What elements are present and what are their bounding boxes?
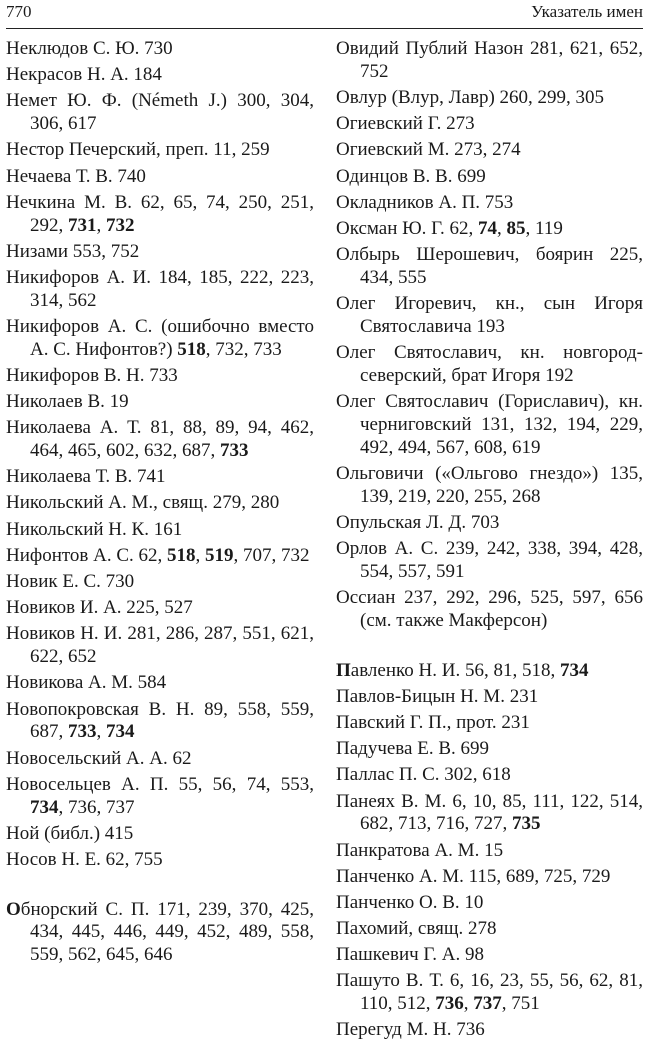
- index-entry: [336, 944, 643, 967]
- index-entry: [336, 892, 643, 915]
- entry-text: Паллас П. С. 302, 618: [336, 764, 511, 786]
- index-entry: [336, 512, 643, 535]
- entry-text: Новиков И. А. 225, 527: [6, 597, 193, 619]
- entry-text: , 736, 737: [58, 796, 135, 818]
- index-entry: [6, 139, 314, 162]
- bold-page-ref: 518: [167, 544, 196, 566]
- entry-text: Олбырь Шерошевич, боярин 225, 434, 555: [336, 244, 643, 288]
- entry-text: Никифоров А. И. 184, 185, 222, 223, 314, 562: [6, 266, 314, 311]
- index-entry: [6, 849, 314, 872]
- entry-text: Новосельцев А. П. 55, 56, 74, 553,: [6, 773, 314, 795]
- entry-text: Пашуто В. Т. 6, 16, 23, 55, 56, 62, 81, 110, 512,: [336, 970, 643, 1015]
- index-entry: [336, 587, 643, 633]
- index-entry: [336, 764, 643, 787]
- bold-page-ref: 732: [106, 214, 135, 236]
- entry-text: ,: [195, 544, 206, 566]
- entry-text: Некрасов Н. А. 184: [6, 64, 162, 86]
- bold-page-ref: О: [6, 898, 21, 920]
- index-entry: [6, 38, 314, 61]
- entry-text: Никифоров А. С. (ошибочно вместо А. С. Нифонтов?): [6, 315, 314, 360]
- index-entry: [6, 391, 314, 414]
- entry-text: Николаева А. Т. 81, 88, 89, 94, 462, 464, 465, 602, 632, 687,: [6, 417, 314, 462]
- page-header: [6, 0, 643, 29]
- index-entry: [6, 90, 314, 136]
- page-number: 770: [6, 2, 32, 21]
- entry-text: Окладников А. П. 753: [336, 191, 514, 213]
- entry-text: Нифонтов А. С. 62,: [6, 544, 168, 566]
- entry-text: Перегуд М. Н. 736: [336, 1019, 485, 1041]
- bold-page-ref: 734: [30, 796, 59, 818]
- bold-page-ref: 734: [559, 659, 589, 681]
- entry-text: Олег Святославич (Гориславич), кн. черниговский 131, 132, 194, 229, 492, 494, 567, 608, 619: [336, 391, 643, 458]
- index-entry: [6, 748, 314, 771]
- entry-text: Панченко А. М. 115, 689, 725, 729: [336, 865, 611, 887]
- entry-text: Олег Игоревич, кн., сын Игоря Святославича 193: [336, 293, 643, 337]
- index-entry: [6, 699, 314, 745]
- right-column: [336, 38, 643, 1046]
- entry-text: Низами 553, 752: [6, 240, 140, 262]
- entry-text: Олег Святославич, кн. новгород-северский, брат Игоря 192: [336, 342, 643, 386]
- entry-text: Ольговичи («Ольгово гнездо») 135, 139, 219, 220, 255, 268: [336, 462, 643, 507]
- entry-text: Пахомий, свящ. 278: [336, 918, 497, 940]
- entry-text: Оссиан 237, 292, 296, 525, 597, 656 (см. также Макферсон): [336, 587, 643, 631]
- entry-text: ,: [96, 214, 106, 236]
- index-entry: [6, 823, 314, 846]
- entry-text: Николаева Т. В. 741: [6, 466, 166, 488]
- entry-text: Оксман Ю. Г. 62,: [336, 217, 479, 239]
- entry-text: Новикова А. М. 584: [6, 672, 167, 694]
- entry-text: Никольский А. М., свящ. 279, 280: [6, 492, 280, 514]
- entry-text: , 707, 732: [233, 544, 310, 566]
- bold-page-ref: 735: [512, 813, 541, 835]
- entry-text: Нестор Печерский, преп. 11, 259: [6, 139, 270, 161]
- index-entry: [336, 686, 643, 709]
- index-entry: [6, 774, 314, 820]
- entry-text: , 732, 733: [205, 338, 282, 360]
- entry-text: Одинцов В. В. 699: [336, 165, 486, 187]
- index-entry: [336, 113, 643, 136]
- entry-text: Новопокровская В. Н. 89, 558, 559, 687,: [6, 698, 314, 743]
- entry-text: Падучева Е. В. 699: [336, 738, 489, 760]
- entry-text: Огиевский Г. 273: [336, 113, 475, 135]
- entry-text: Овлур (Влур, Лавр) 260, 299, 305: [336, 86, 605, 108]
- entry-text: Новиков Н. И. 281, 286, 287, 551, 621, 622, 652: [6, 623, 314, 668]
- entry-text: Неклюдов С. Ю. 730: [6, 38, 173, 59]
- index-entry: [336, 970, 643, 1016]
- bold-page-ref: 74: [478, 217, 498, 239]
- entry-text: Огиевский М. 273, 274: [336, 139, 521, 161]
- index-entry: [6, 64, 314, 87]
- index-entry: [336, 293, 643, 339]
- index-entry: [336, 791, 643, 837]
- index-entry: [6, 571, 314, 594]
- index-entry: [336, 244, 643, 290]
- entry-text: ,: [497, 217, 507, 239]
- bold-page-ref: 85: [506, 217, 526, 239]
- index-entry: [336, 840, 643, 863]
- index-entry: [336, 712, 643, 735]
- entry-text: Николаев В. 19: [6, 391, 129, 413]
- entry-text: Овидий Публий Назон 281, 621, 652, 752: [336, 38, 643, 82]
- index-entry: [6, 545, 314, 568]
- entry-text: Павский Г. П., прот. 231: [336, 711, 530, 733]
- bold-page-ref: 731: [68, 214, 97, 236]
- index-entry: [336, 538, 643, 584]
- entry-text: Новосельский А. А. 62: [6, 747, 192, 769]
- index-entry: [6, 492, 314, 515]
- index-entry: [336, 463, 643, 509]
- entry-text: Немет Ю. Ф. (Németh J.) 300, 304, 306, 617: [6, 90, 314, 135]
- index-entry: [336, 1019, 643, 1042]
- entry-text: Панеях В. М. 6, 10, 85, 111, 122, 514, 682, 713, 716, 727,: [336, 790, 643, 835]
- index-entry: [6, 466, 314, 489]
- entry-text: Никольский Н. К. 161: [6, 518, 183, 540]
- index-entry: [6, 672, 314, 695]
- bold-page-ref: 518: [177, 338, 206, 360]
- index-entry: [336, 38, 643, 84]
- index-entry: [336, 342, 643, 388]
- index-entry: [336, 166, 643, 189]
- entry-text: ,: [463, 993, 474, 1015]
- entry-text: бнорский С. П. 171, 239, 370, 425, 434, 445, 446, 449, 452, 489, 558, 559, 562, 645, 646: [20, 898, 314, 966]
- entry-text: Орлов А. С. 239, 242, 338, 394, 428, 554, 557, 591: [336, 538, 643, 582]
- index-entry: [6, 166, 314, 189]
- running-title: Указатель имен: [531, 2, 643, 21]
- index-entry: [336, 192, 643, 215]
- bold-page-ref: 733: [220, 440, 249, 462]
- entry-text: Ной (библ.) 415: [6, 822, 134, 844]
- entry-text: Новик Е. С. 730: [6, 570, 135, 592]
- entry-text: Павлов-Бицын Н. М. 231: [336, 685, 539, 707]
- index-entry: [336, 391, 643, 459]
- bold-page-ref: 736: [435, 993, 464, 1015]
- index-entry: [336, 866, 643, 889]
- index-entry: [336, 918, 643, 941]
- bold-page-ref: 519: [205, 544, 234, 566]
- entry-text: Нечаева Т. В. 740: [6, 165, 146, 187]
- index-entry: [336, 139, 643, 162]
- entry-text: ,: [96, 721, 106, 743]
- entry-text: Панкратова А. М. 15: [336, 839, 504, 861]
- bold-page-ref: 733: [68, 721, 97, 743]
- entry-text: Носов Н. Е. 62, 755: [6, 848, 163, 870]
- entry-text: Никифоров В. Н. 733: [6, 364, 178, 386]
- index-entry: [6, 623, 314, 669]
- entry-text: , 119: [525, 217, 563, 239]
- index-entry: [6, 519, 314, 542]
- index-entry: [6, 365, 314, 388]
- entry-text: авленко Н. И. 56, 81, 518,: [350, 659, 560, 681]
- bold-page-ref: 737: [473, 993, 502, 1015]
- entry-text: Пашкевич Г. А. 98: [336, 944, 484, 966]
- entry-text: Панченко О. В. 10: [336, 891, 484, 913]
- index-entry: [6, 899, 314, 967]
- entry-text: , 751: [501, 993, 540, 1015]
- bold-page-ref: 734: [106, 721, 135, 743]
- index-entry: [336, 738, 643, 761]
- index-entry: [336, 218, 643, 241]
- bold-page-ref: П: [336, 659, 351, 681]
- index-entry: [336, 660, 643, 683]
- index-entry: [6, 192, 314, 238]
- entry-text: Нечкина М. В. 62, 65, 74, 250, 251, 292,: [6, 191, 314, 236]
- entry-text: Опульская Л. Д. 703: [336, 511, 500, 533]
- index-entry: [6, 267, 314, 313]
- index-entry: [336, 87, 643, 110]
- index-entry: [6, 417, 314, 463]
- left-column: [6, 38, 314, 970]
- index-entry: [6, 316, 314, 362]
- index-entry: [6, 597, 314, 620]
- index-entry: [6, 241, 314, 264]
